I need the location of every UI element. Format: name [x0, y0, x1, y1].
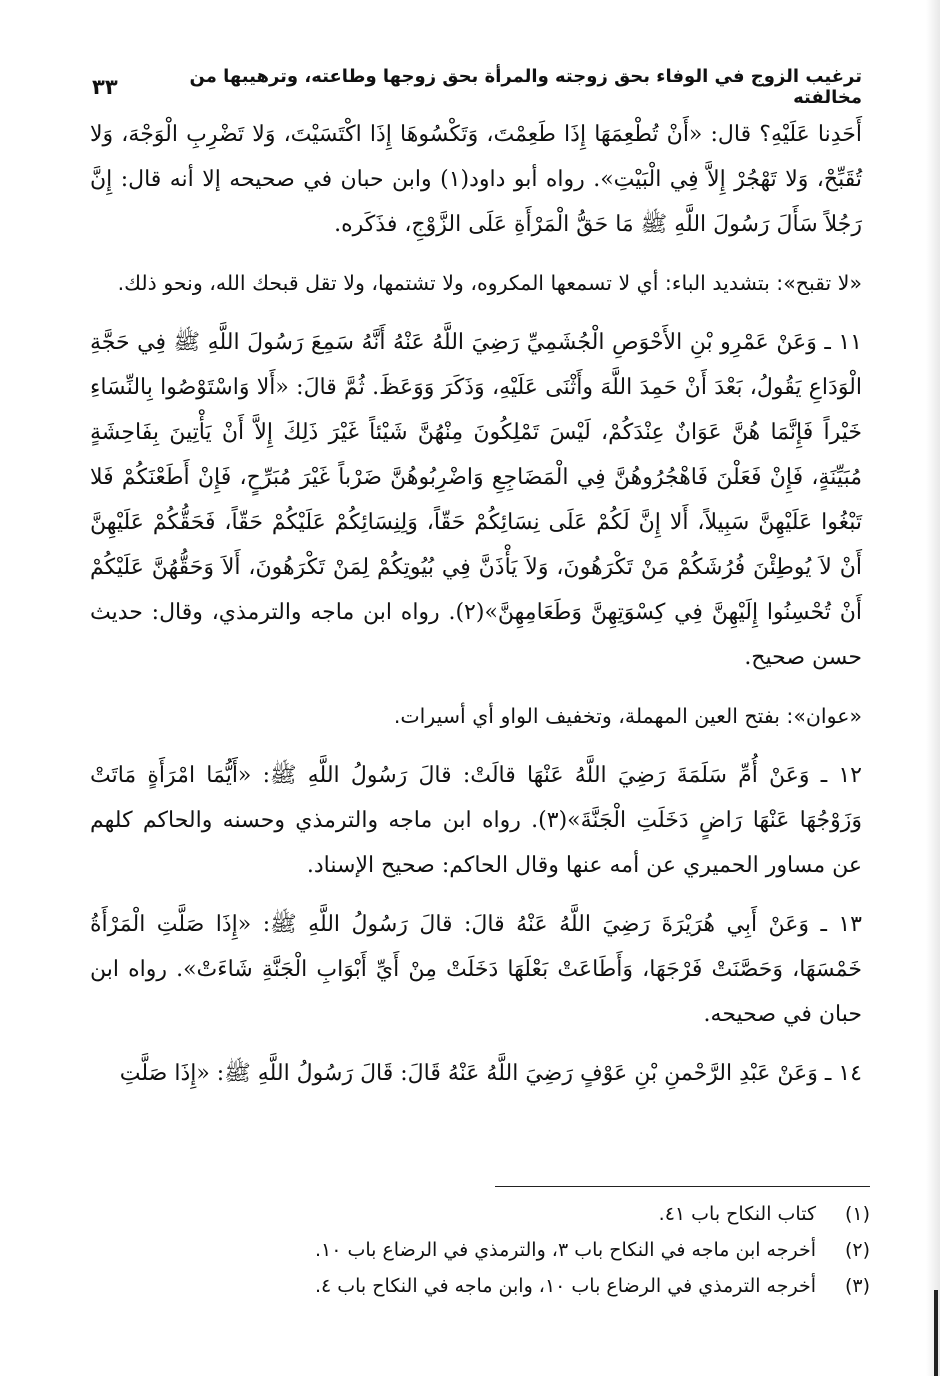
page-number: ٣٣ — [92, 75, 118, 99]
paragraph-continuation: أَحَدِنا عَلَيْهِ؟ قال: «أَنْ تُطْعِمَهَا إِذَا طَعِمْتَ، وَتَكْسُوهَا إِذَا اكْتَسَيْتَ، وَلا تَضْرِبِ الْوَجْهَ، وَلا تُقَبِّحْ، وَلا تَهْجُرْ إِلاَّ فِي الْبَيْتِ». رواه أبو داود(١) وابن حبان في صحيحه إلا أنه قال: إِنَّ رَجُلاً سَأَلَ رَسُولَ اللَّهِ ﷺ مَا حَقُّ الْمَرْأَةِ عَلَى الزَّوْجِ، فذَكَره. — [90, 122, 862, 237]
footnote-marker: (٣) — [844, 1275, 870, 1297]
gloss-awan: «عوان»: بفتح العين المهملة، وتخفيف الواو أي أسيرات. — [393, 704, 862, 728]
footnote-text: أخرجه الترمذي في الرضاع باب ١٠، وابن ماجه في النكاح باب ٤. — [314, 1275, 816, 1297]
hadith-13: ١٣ ـ وَعَنْ أَبِي هُرَيْرَةَ رَضِيَ اللَّهُ عَنْهُ قالَ: قالَ رَسُولُ اللَّهِ ﷺ: «إِذَا صَلَّتِ الْمَرْأَةُ خَمْسَهَا، وَحَصَّنَتْ فَرْجَهَا، وَأَطَاعَتْ بَعْلَهَا دَخَلَتْ مِنْ أَيِّ أَبْوَابِ الْجَنَّةِ شَاءَتْ». رواه ابن حبان في صحيحه. — [90, 912, 862, 1027]
scan-binding-line — [934, 1290, 938, 1376]
running-header — [92, 66, 862, 108]
hadith-11: ١١ ـ وَعَنْ عَمْرِو بْنِ الأَحْوَصِ الْجُشَمِيِّ رَضِيَ اللَّهُ عَنْهُ أَنَّهُ سَمِعَ رَسُولَ اللَّهِ ﷺ فِي حَجَّةِ الْوَدَاعِ يَقُولُ، بَعْدَ أَنْ حَمِدَ اللَّهَ وأَثْنَى عَلَيْهِ، وَذَكَرَ وَوَعَظَ. ثُمَّ قالَ: «أَلا وَاسْتَوْصُوا بِالنِّسَاءِ خَيْراً فَإِنَّمَا هُنَّ عَوَانٌ عِنْدَكُمْ، لَيْسَ تَمْلِكُونَ مِنْهُنَّ شَيْئاً غَيْرَ ذَلِكَ إِلاَّ أَنْ يَأْتِينَ بِفَاحِشَةٍ مُبَيِّنَةٍ، فَإِنْ فَعَلْنَ فَاهْجُرُوهُنَّ فِي الْمَضَاجِعِ وَاضْرِبُوهُنَّ ضَرْباً غَيْرَ مُبَرِّحٍ، فَإِنْ أَطَعْنَكُمْ فَلا تَبْغُوا عَلَيْهِنَّ سَبِيلاً، أَلا إِنَّ لَكُمْ عَلَى نِسَائِكُمْ حَقّاً، وَلِنِسَائِكُمْ عَلَيْكُمْ حَقّاً، فَحَقُّكُمْ عَلَيْهِنَّ أَنْ لاَ يُوطِئْنَ فُرُشَكُمْ مَنْ تَكْرَهُونَ، وَلاَ يَأْذَنَّ فِي بُيُوتِكُمْ لِمَنْ تَكْرَهُونَ، أَلاَ وَحَقُّهُنَّ عَلَيْكُمْ أَنْ تُحْسِنُوا إِلَيْهِنَّ فِي كِسْوَتِهِنَّ وَطَعَامِهِنَّ»(٢). رواه ابن ماجه والترمذي، وقال: حديث حسن صحيح. — [90, 330, 862, 670]
page-body — [90, 112, 862, 1096]
footnote-marker: (١) — [844, 1203, 870, 1225]
hadith-12: ١٢ ـ وَعَنْ أُمِّ سَلَمَةَ رَضِيَ اللَّهُ عَنْهَا قالَتْ: قالَ رَسُولُ اللَّهِ ﷺ: «أَيُّمَا امْرَأَةٍ مَاتَتْ وَزَوْجُهَا عَنْهَا رَاضٍ دَخَلَتِ الْجَنَّةَ»(٣). رواه ابن ماجه والترمذي وحسنه والحاكم كلهم عن مساور الحميري عن أمه عنها وقال الحاكم: صحيح الإسناد. — [90, 763, 862, 878]
footnotes — [200, 1196, 870, 1304]
footnote-text: أخرجه ابن ماجه في النكاح باب ٣، والترمذي في الرضاع باب ١٠. — [314, 1239, 816, 1261]
scan-page-edge — [926, 0, 940, 1376]
footnote-1 — [200, 1196, 870, 1232]
hadith-14: ١٤ ـ وَعَنْ عَبْدِ الرَّحْمنِ بْنِ عَوْفٍ رَضِيَ اللَّهُ عَنْهُ قَالَ: قَالَ رَسُولُ اللَّهِ ﷺ: «إِذَا صَلَّتِ — [119, 1061, 862, 1086]
footnote-3 — [200, 1268, 870, 1304]
footnote-divider — [495, 1186, 870, 1187]
gloss-la-tuqabbih: «لا تقبح»: بتشديد الباء: أي لا تسمعها المكروه، ولا تشتمها، ولا تقل قبحك الله، ونحو ذلك. — [117, 271, 862, 295]
footnote-marker: (٢) — [844, 1239, 870, 1261]
footnote-2 — [200, 1232, 870, 1268]
header-title: ترغيب الزوج في الوفاء بحق زوجته والمرأة بحق زوجها وطاعته، وترهيبها من مخالفته — [189, 66, 862, 108]
footnote-text: كتاب النكاح باب ٤١. — [658, 1203, 816, 1225]
